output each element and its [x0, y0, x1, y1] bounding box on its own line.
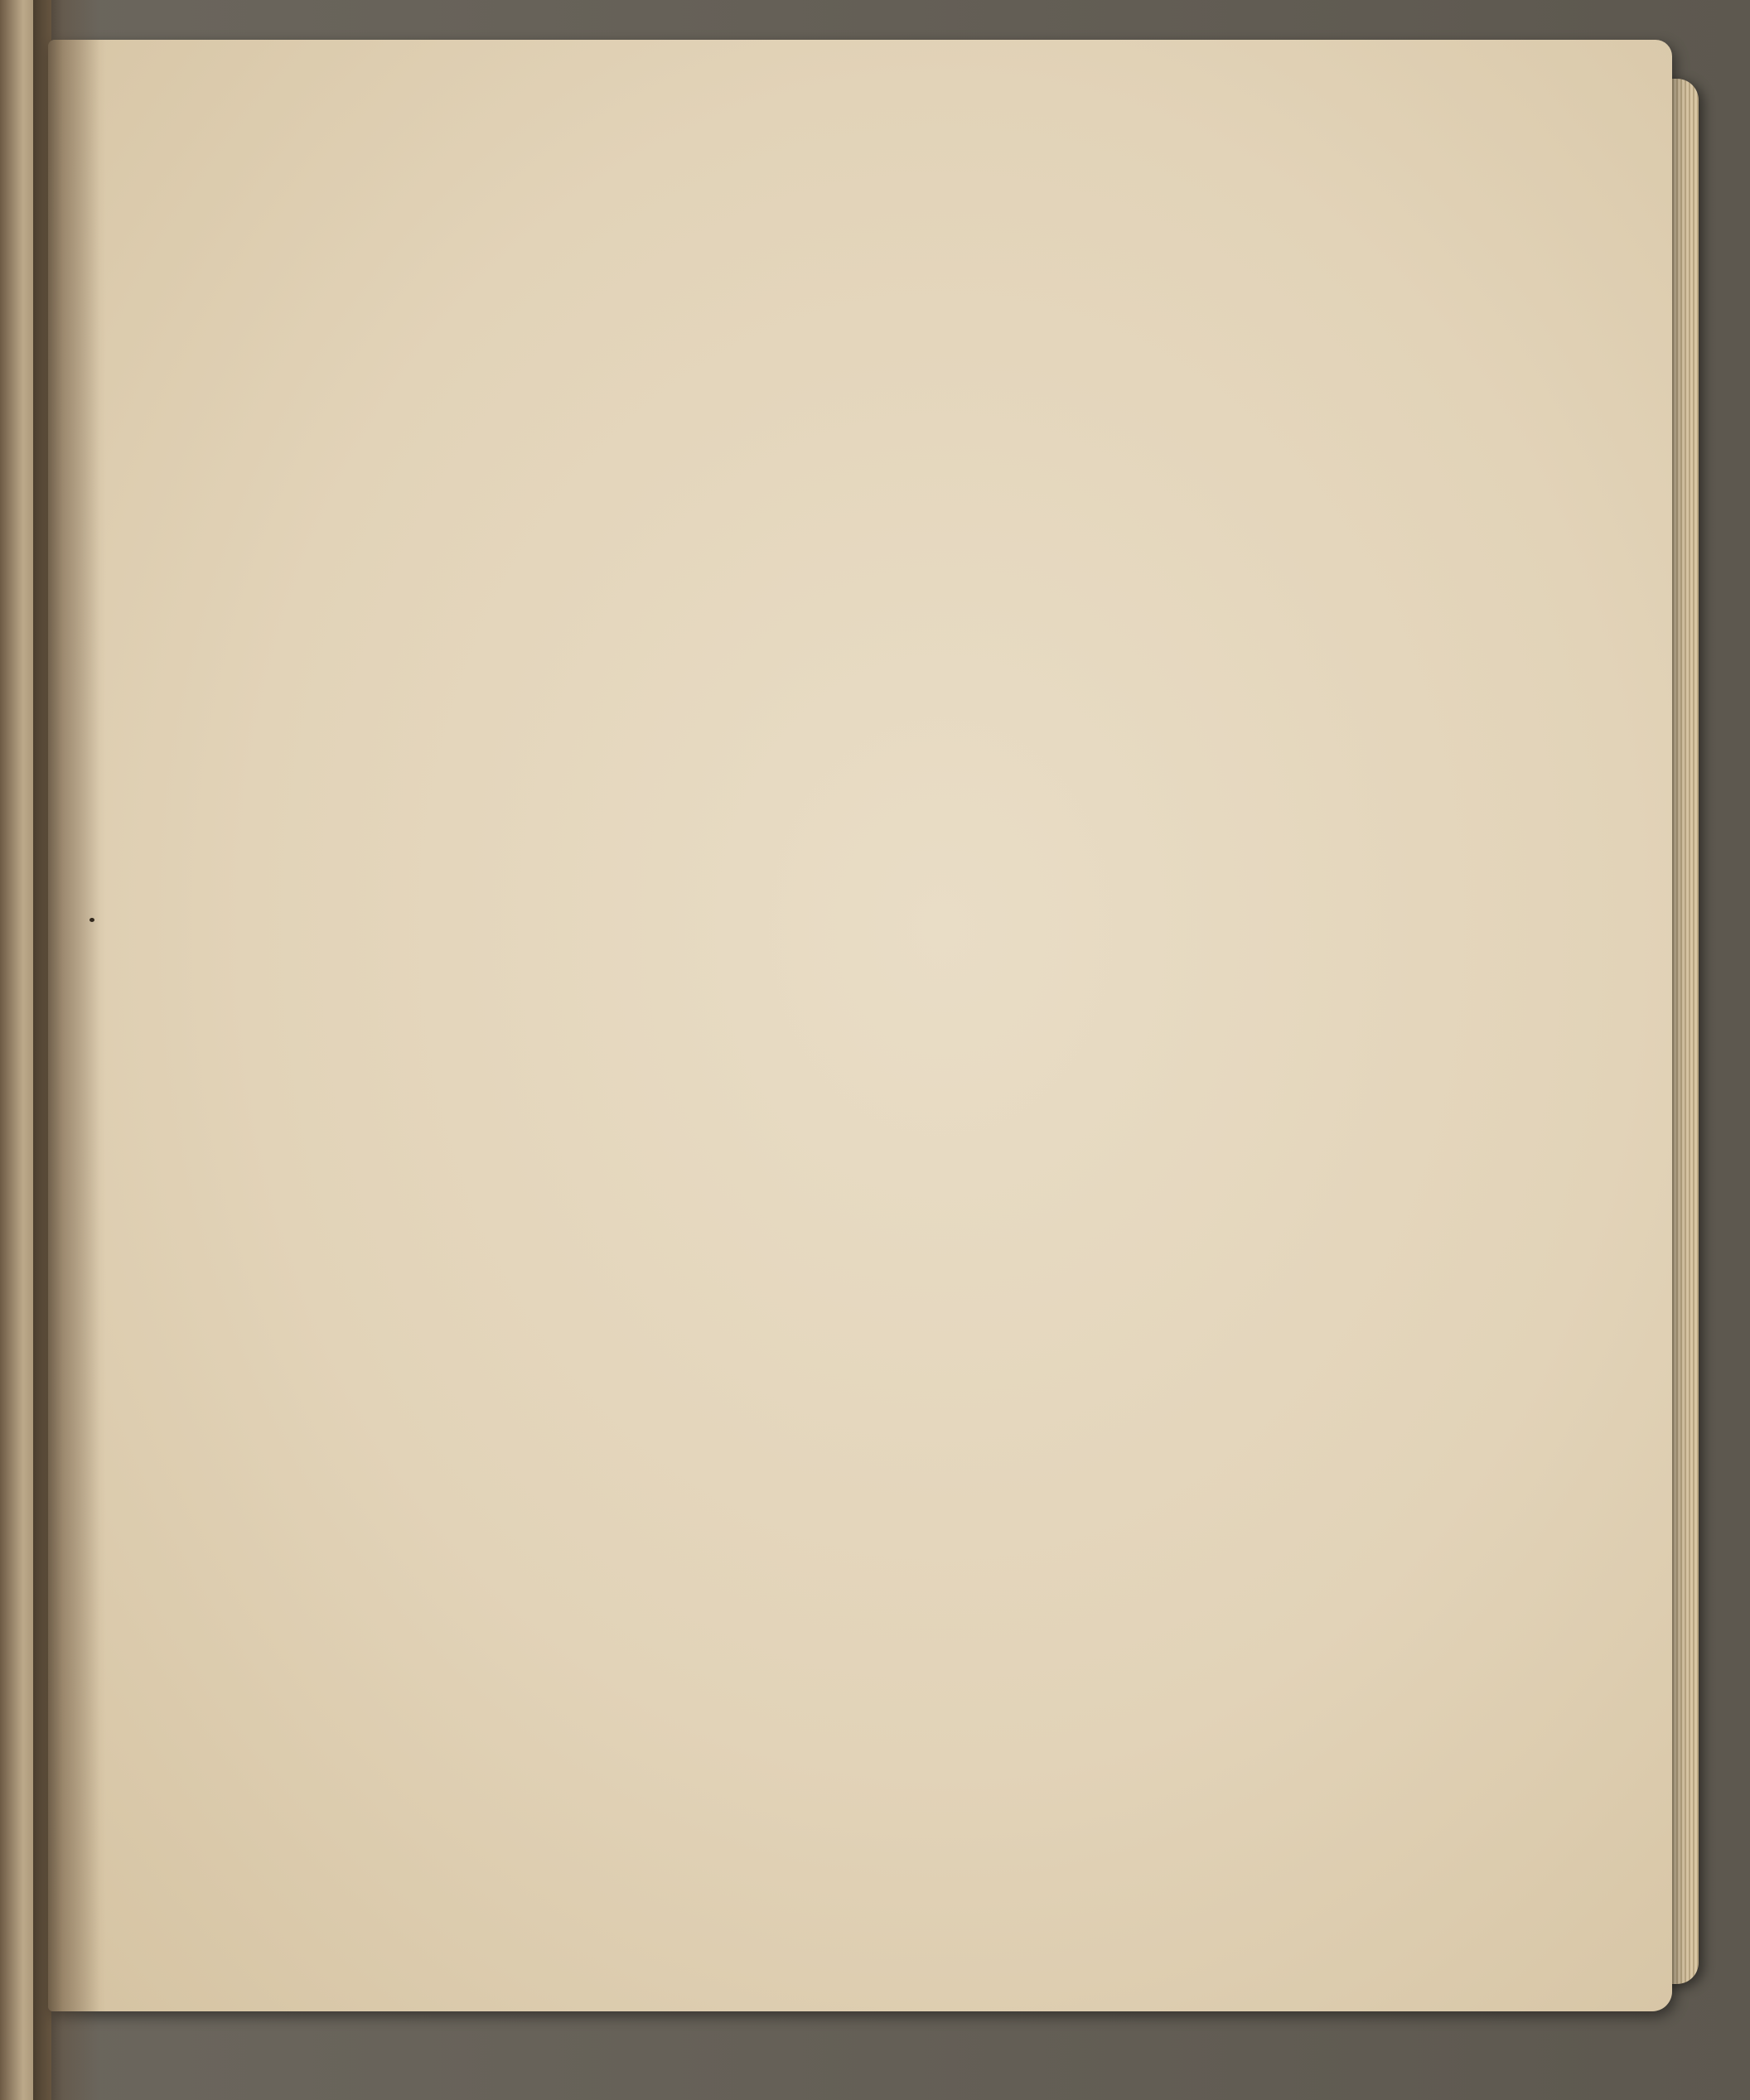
- spine-shadow: [33, 0, 99, 2100]
- book-page: [48, 40, 1672, 2011]
